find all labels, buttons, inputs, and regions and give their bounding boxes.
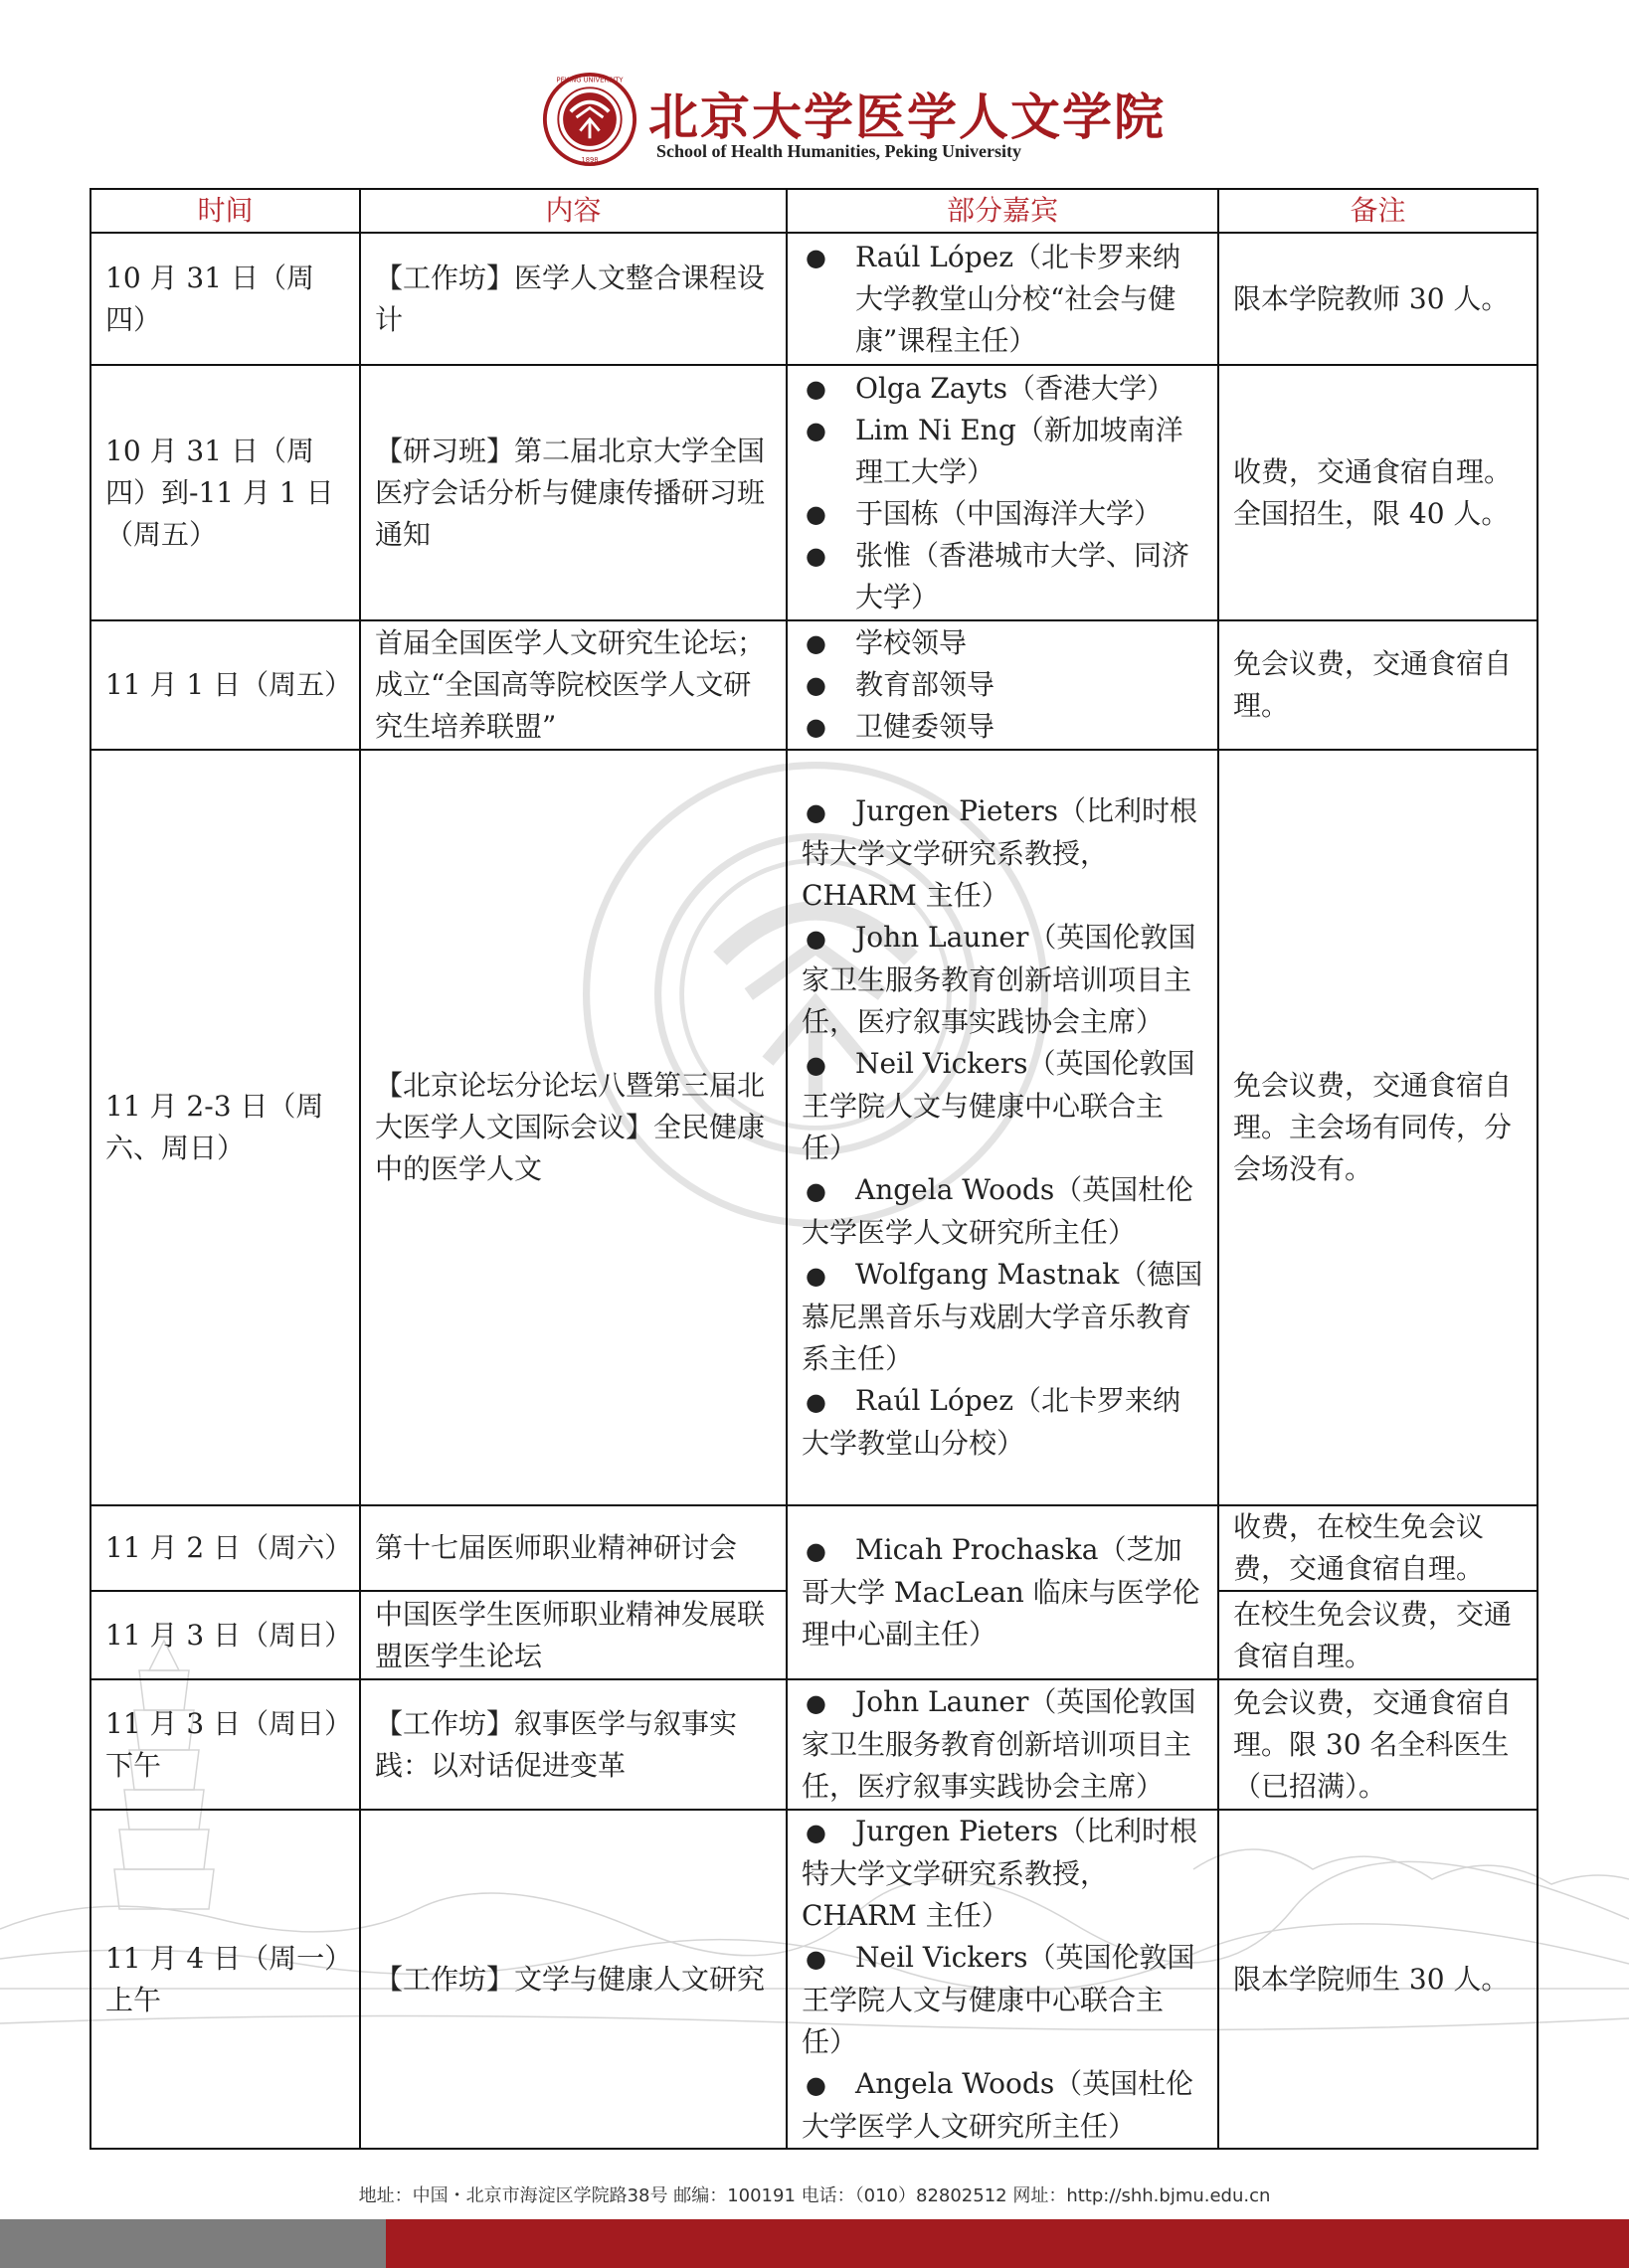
table-row bbox=[90, 233, 1538, 365]
row-time: 10 月 31 日（周四）到-11 月 1 日（周五） bbox=[90, 365, 360, 620]
guest-item: ● 张惟（香港城市大学、同济大学） bbox=[802, 535, 1203, 618]
footer-contact-info: 地址：中国・北京市海淀区学院路38号 邮编：100191 电话：（010）82802512 网址：http://shh.bjmu.edu.cn bbox=[358, 2185, 1271, 2206]
row-time: 11 月 3 日（周日）下午 bbox=[90, 1679, 360, 1810]
row-time: 10 月 31 日（周四） bbox=[90, 233, 360, 365]
guest-item: ● Raúl López（北卡罗来纳大学教堂山分校“社会与健康”课程主任） bbox=[802, 237, 1203, 362]
table-row bbox=[90, 1810, 1538, 2149]
guest-item: ● Micah Prochaska（芝加哥大学 MacLean 临床与医学伦理中心副主任） bbox=[802, 1533, 1200, 1651]
row-note: 限本学院教师 30 人。 bbox=[1218, 233, 1538, 365]
row-note: 收费，交通食宿自理。全国招生，限 40 人。 bbox=[1218, 365, 1538, 620]
school-name-en: School of Health Humanities, Peking University bbox=[656, 141, 1022, 161]
column-header-time: 时间 bbox=[90, 189, 360, 233]
row-note: 免会议费，交通食宿自理。主会场有同传，分会场没有。 bbox=[1218, 750, 1538, 1505]
row-time: 11 月 3 日（周日） bbox=[90, 1591, 360, 1679]
svg-text:1898: 1898 bbox=[581, 156, 599, 165]
column-header-guests: 部分嘉宾 bbox=[787, 189, 1218, 233]
row-content: 【工作坊】医学人文整合课程设计 bbox=[360, 233, 787, 365]
table-header-row bbox=[90, 189, 1538, 233]
row-note: 免会议费，交通食宿自理。 bbox=[1218, 620, 1538, 750]
footer-bar-red bbox=[386, 2219, 1629, 2268]
guest-item: ● Jurgen Pieters（比利时根特大学文学研究系教授，CHARM 主任） bbox=[802, 1815, 1198, 1932]
guest-item: ● Neil Vickers（英国伦敦国王学院人文与健康中心联合主任） bbox=[802, 1941, 1195, 2058]
guest-item: ● Raúl López（北卡罗来纳大学教堂山分校） bbox=[802, 1384, 1181, 1460]
guest-item: ● Angela Woods（英国杜伦大学医学人文研究所主任） bbox=[802, 2067, 1194, 2143]
row-guests bbox=[787, 620, 1218, 750]
row-time: 11 月 2 日（周六） bbox=[90, 1505, 360, 1591]
guest-item: ● 教育部领导 bbox=[802, 664, 1203, 706]
row-time: 11 月 2-3 日（周六、周日） bbox=[90, 750, 360, 1505]
guest-item: ● 学校领导 bbox=[802, 622, 1203, 664]
table-row bbox=[90, 620, 1538, 750]
guest-item: ● Wolfgang Mastnak（德国慕尼黑音乐与戏剧大学音乐教育系主任） bbox=[802, 1258, 1203, 1375]
guest-item: ● Angela Woods（英国杜伦大学医学人文研究所主任） bbox=[802, 1173, 1194, 1249]
table-row bbox=[90, 750, 1538, 1505]
row-content: 【研习班】第二届北京大学全国医疗会话分析与健康传播研习班通知 bbox=[360, 365, 787, 620]
row-time: 11 月 4 日（周一）上午 bbox=[90, 1810, 360, 2149]
guest-item: ● Lim Ni Eng（新加坡南洋理工大学） bbox=[802, 410, 1203, 493]
column-header-content: 内容 bbox=[360, 189, 787, 233]
row-content: 【工作坊】叙事医学与叙事实践：以对话促进变革 bbox=[360, 1679, 787, 1810]
page-header bbox=[0, 60, 1629, 169]
table-row bbox=[90, 365, 1538, 620]
row-note: 收费，在校生免会议费，交通食宿自理。 bbox=[1218, 1505, 1538, 1591]
row-content: 【工作坊】文学与健康人文研究 bbox=[360, 1810, 787, 2149]
row-time: 11 月 1 日（周五） bbox=[90, 620, 360, 750]
row-content: 第十七届医师职业精神研讨会 bbox=[360, 1505, 787, 1591]
footer-bar-gray bbox=[0, 2219, 386, 2268]
row-guests bbox=[787, 1505, 1218, 1679]
row-guests bbox=[787, 1679, 1218, 1810]
row-content: 首届全国医学人文研究生论坛；成立“全国高等院校医学人文研究生培养联盟” bbox=[360, 620, 787, 750]
row-note: 限本学院师生 30 人。 bbox=[1218, 1810, 1538, 2149]
row-guests bbox=[787, 1810, 1218, 2149]
event-schedule-table bbox=[90, 188, 1538, 2150]
row-guests bbox=[787, 233, 1218, 365]
row-guests bbox=[787, 750, 1218, 1505]
guest-item: ● Neil Vickers（英国伦敦国王学院人文与健康中心联合主任） bbox=[802, 1047, 1195, 1164]
row-guests bbox=[787, 365, 1218, 620]
row-note: 在校生免会议费，交通食宿自理。 bbox=[1218, 1591, 1538, 1679]
peking-university-seal-icon bbox=[542, 72, 637, 167]
row-content: 【北京论坛分论坛八暨第三届北大医学人文国际会议】全民健康中的医学人文 bbox=[360, 750, 787, 1505]
row-note: 免会议费，交通食宿自理。限 30 名全科医生（已招满）。 bbox=[1218, 1679, 1538, 1810]
column-header-notes: 备注 bbox=[1218, 189, 1538, 233]
school-name-cn: 北京大学医学人文学院 bbox=[648, 87, 1166, 146]
guest-item: ● John Launer（英国伦敦国家卫生服务教育创新培训项目主任，医疗叙事实践协会主席） bbox=[802, 1685, 1196, 1803]
guest-item: ● John Launer（英国伦敦国家卫生服务教育创新培训项目主任，医疗叙事实践协会主席） bbox=[802, 921, 1196, 1038]
guest-item: ● 于国栋（中国海洋大学） bbox=[802, 493, 1203, 535]
row-content: 中国医学生医师职业精神发展联盟医学生论坛 bbox=[360, 1591, 787, 1679]
guest-item: ● Jurgen Pieters（比利时根特大学文学研究系教授，CHARM 主任） bbox=[802, 794, 1198, 912]
svg-text:PEKING UNIVERSITY: PEKING UNIVERSITY bbox=[556, 76, 624, 85]
table-row bbox=[90, 1679, 1538, 1810]
table-row bbox=[90, 1505, 1538, 1591]
guest-item: ● 卫健委领导 bbox=[802, 706, 1203, 748]
guest-item: ● Olga Zayts（香港大学） bbox=[802, 368, 1203, 410]
